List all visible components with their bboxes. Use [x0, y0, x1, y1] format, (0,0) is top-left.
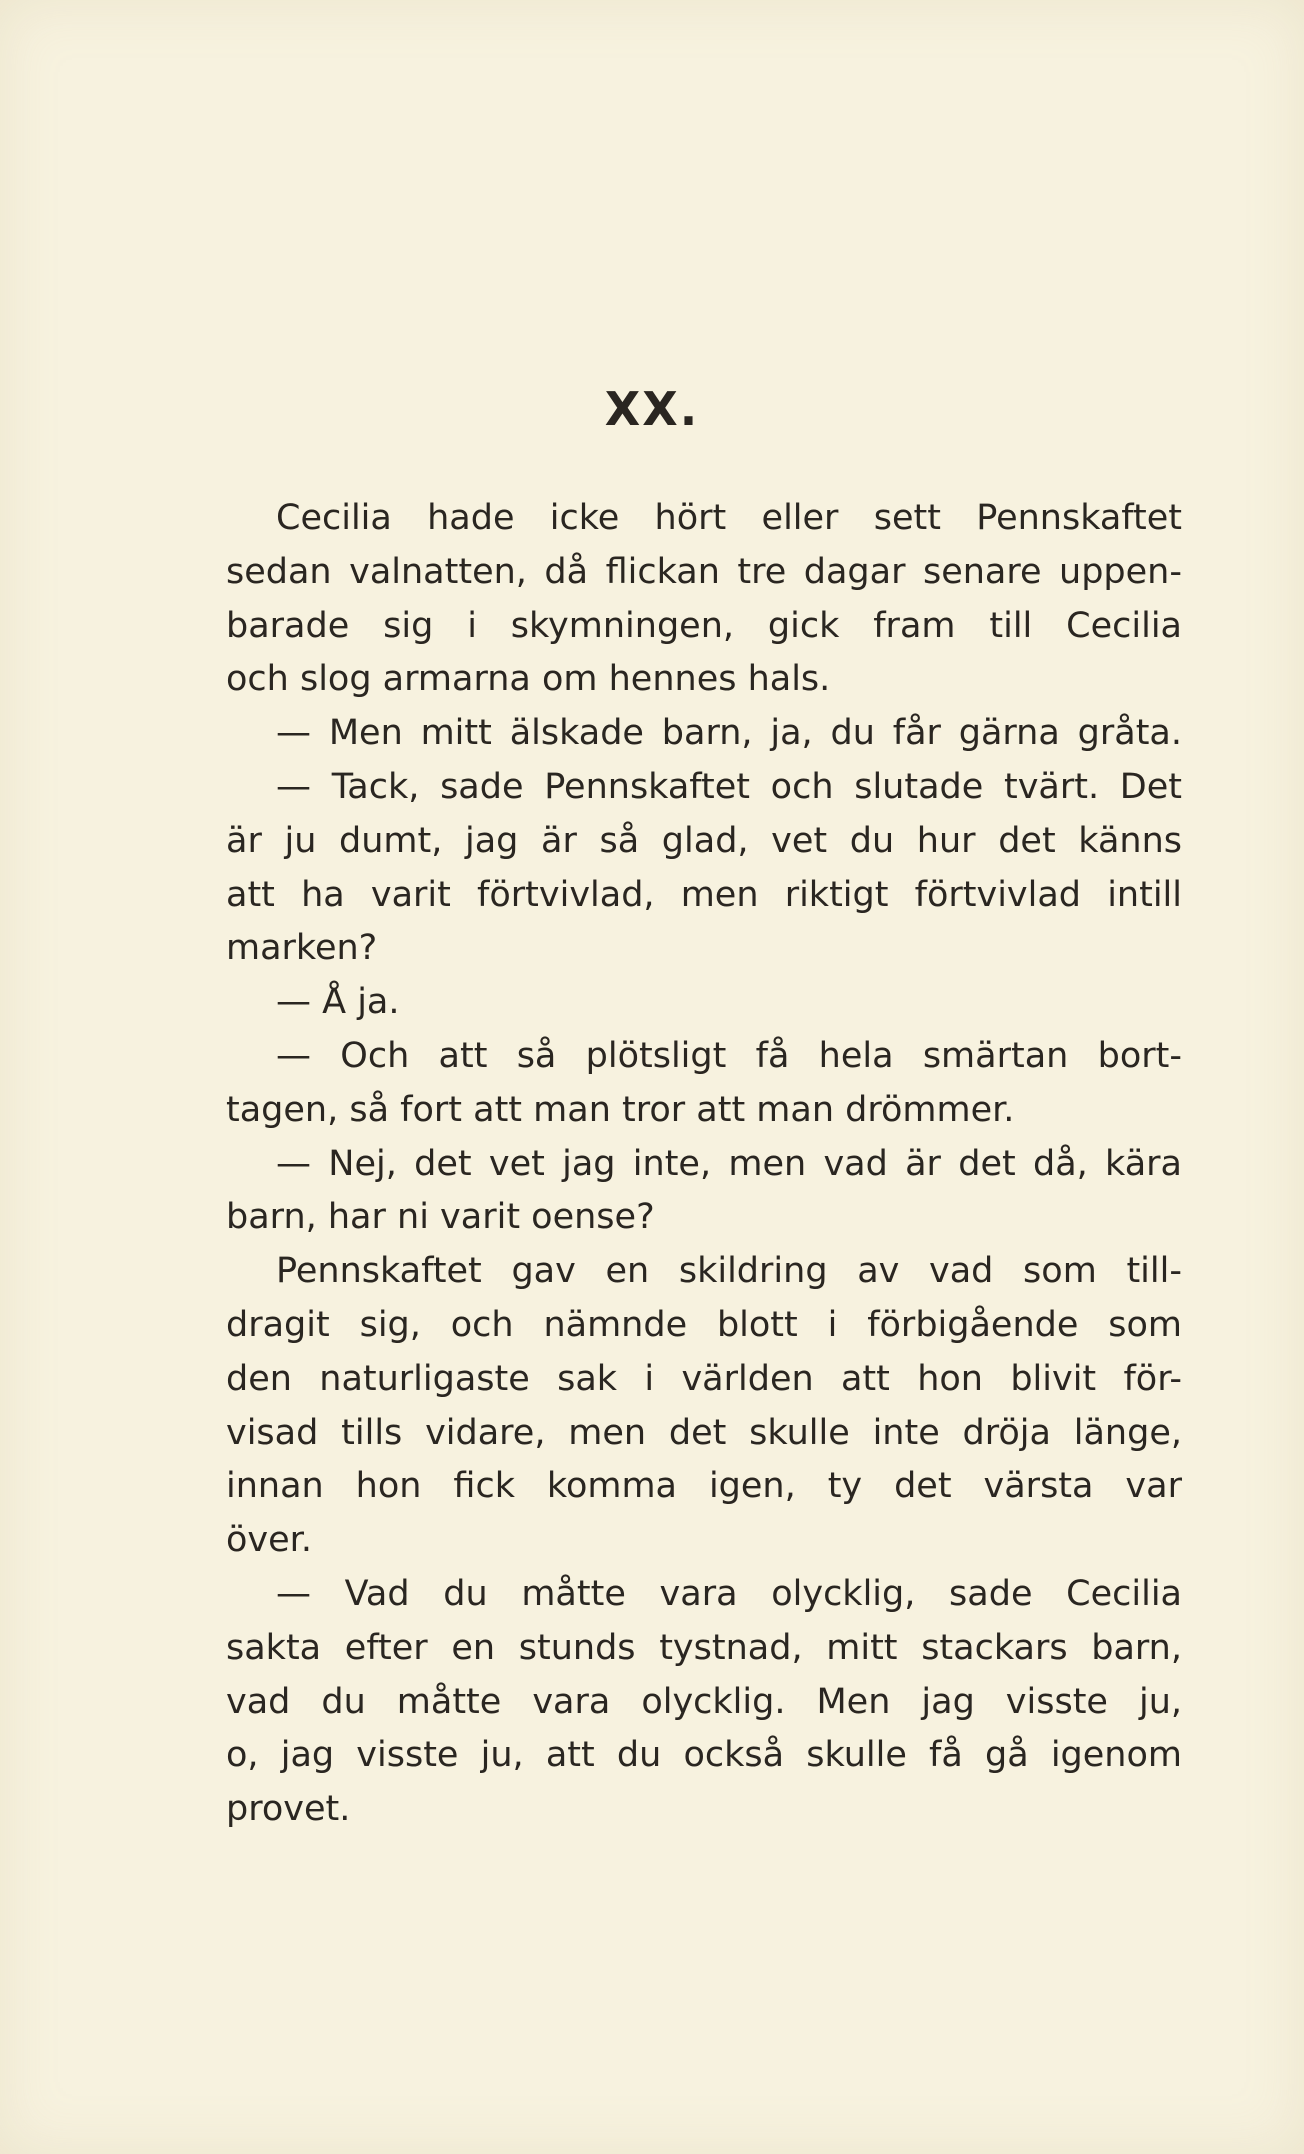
- text-line: att ha varit förtvivlad, men riktigt förtvivlad intill: [226, 874, 1182, 915]
- text-line: den naturligaste sak i världen att hon blivit för-: [226, 1358, 1182, 1399]
- text-line: är ju dumt, jag är så glad, vet du hur det känns: [226, 820, 1182, 861]
- text-line: marken?: [226, 928, 378, 969]
- text-line: Cecilia hade icke hört eller sett Pennskaftet: [276, 498, 1182, 538]
- text-line: barn, har ni varit oense?: [226, 1197, 655, 1238]
- text-line: sedan valnatten, då flickan tre dagar senare uppen-: [226, 551, 1182, 592]
- text-line: — Tack, sade Pennskaftet och slutade tvärt. Det: [276, 766, 1182, 807]
- text-line: — Vad du måtte vara olycklig, sade Cecilia: [276, 1573, 1182, 1614]
- text-line: visad tills vidare, men det skulle inte dröja länge,: [226, 1412, 1182, 1453]
- text-line: över.: [226, 1520, 312, 1561]
- chapter-heading: XX.: [604, 382, 700, 436]
- text-line: tagen, så fort att man tror att man drömmer.: [226, 1089, 1015, 1130]
- text-line: barade sig i skymningen, gick fram till Cecilia: [226, 605, 1182, 646]
- text-line: o, jag visste ju, att du också skulle få gå igenom: [226, 1735, 1182, 1776]
- text-line: — Och att så plötsligt få hela smärtan bort-: [276, 1035, 1182, 1076]
- text-line: — Å ja.: [276, 982, 400, 1023]
- text-line: — Men mitt älskade barn, ja, du får gärna gråta.: [276, 713, 1182, 754]
- text-line: sakta efter en stunds tystnad, mitt stackars barn,: [226, 1627, 1182, 1668]
- chapter-body-text: [226, 492, 1182, 1837]
- text-line: vad du måtte vara olycklig. Men jag visste ju,: [226, 1681, 1182, 1722]
- text-line: Pennskaftet gav en skildring av vad som till-: [276, 1251, 1182, 1292]
- text-line: innan hon fick komma igen, ty det värsta var: [226, 1466, 1182, 1507]
- text-line: och slog armarna om hennes hals.: [226, 659, 831, 700]
- text-line: dragit sig, och nämnde blott i förbigående som: [226, 1304, 1182, 1345]
- text-line: — Nej, det vet jag inte, men vad är det då, kära: [276, 1143, 1182, 1184]
- text-line: provet.: [226, 1789, 351, 1830]
